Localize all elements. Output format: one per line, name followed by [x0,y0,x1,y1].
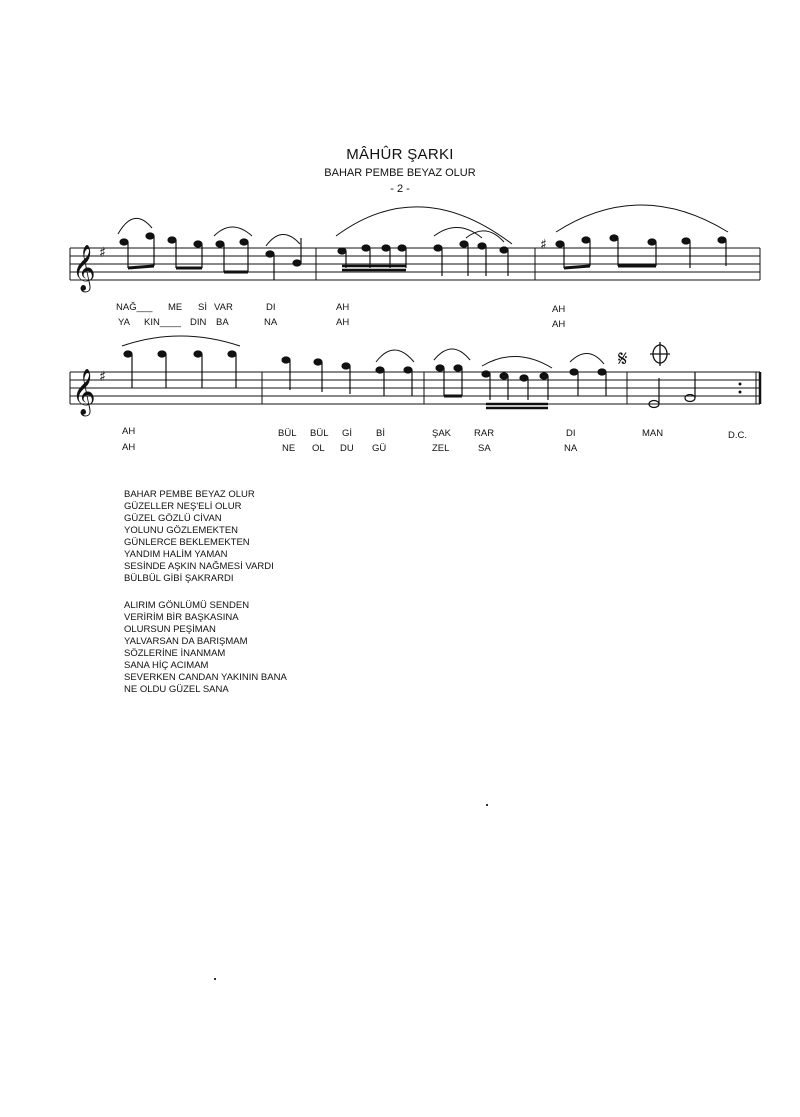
lyric-syllable: AH [122,442,136,453]
verse-line: YANDIM HALİM YAMAN [124,549,228,560]
scan-speck [486,804,488,806]
lyric-syllable: BA [216,317,229,328]
lyric-syllable: VAR [214,302,233,313]
lyric-syllable: DIN [190,317,207,328]
lyric-syllable: KIN____ [144,317,181,328]
lyric-syllable: Bİ [376,428,385,439]
lyric-syllable: NE [282,443,296,454]
lyric-syllable: AH [122,426,136,437]
lyric-syllable: RAR [474,428,495,439]
lyric-syllable: DU [340,443,354,454]
verse-line: VERİRİM BİR BAŞKASINA [124,612,239,623]
lyric-syllable: ME [168,302,183,313]
sharp-icon: ♯ [540,237,547,253]
lyric-syllable: GÜ [372,443,387,454]
lyric-syllable: MAN [642,428,664,439]
sharp-icon: ♯ [99,369,106,385]
treble-clef-icon: 𝄞 [72,369,96,415]
lyric-syllable: BÜL [310,428,329,439]
verse-line: BAHAR PEMBE BEYAZ OLUR [124,489,255,500]
verse-line: GÜZEL GÖZLÜ CİVAN [124,513,222,524]
coda-icon [650,342,670,366]
lyric-syllable: AH [552,319,566,330]
lyric-syllable: NA [564,443,578,454]
song-subtitle: BAHAR PEMBE BEYAZ OLUR [324,167,476,179]
dc-marking: D.C. [728,430,747,441]
verse-line: NE OLDU GÜZEL SANA [124,684,229,695]
verse-line: OLURSUN PEŞİMAN [124,624,216,635]
song-title: MÂHÛR ŞARKI [346,146,454,163]
lyric-syllable: BÜL [278,428,297,439]
verse-line: YOLUNU GÖZLEMEKTEN [124,525,239,536]
lyric-syllable: AH [552,304,566,315]
lyric-syllable: AH [336,317,350,328]
verse-line: SEVERKEN CANDAN YAKININ BANA [124,672,287,683]
page-number: - 2 - [390,183,410,195]
verse-line: YALVARSAN DA BARIŞMAM [124,636,248,647]
verse-line: ALIRIM GÖNLÜMÜ SENDEN [124,600,250,611]
verse-line: GÜZELLER NEŞ'ELİ OLUR [124,501,242,512]
lyric-syllable: DI [266,302,276,313]
lyric-syllable: AH [336,302,350,313]
sharp-icon: ♯ [99,245,106,261]
lyric-syllable: NAĞ___ [116,302,153,313]
lyric-syllable: NA [264,317,278,328]
lyric-syllable: ZEL [432,443,450,454]
lyric-syllable: ŞAK [432,428,452,439]
segno-icon: 𝄋 [618,347,628,372]
treble-clef-icon: 𝄞 [72,245,96,291]
lyric-syllable: YA [118,317,130,328]
verse-line: BÜLBÜL GİBİ ŞAKRARDI [124,573,234,584]
scan-speck [214,978,216,980]
verse-2 [124,600,287,696]
lyric-syllable: OL [312,443,325,454]
lyric-syllable: Gİ [342,428,353,439]
verse-line: GÜNLERCE BEKLEMEKTEN [124,537,250,548]
verse-line: SÖZLERİNE İNANMAM [124,648,226,659]
verse-1 [124,489,274,585]
lyric-syllable: SA [478,443,491,454]
lyric-syllable: Sİ [198,302,207,313]
staff-2-lines [70,372,760,404]
lyric-syllable: DI [566,428,576,439]
verse-line: SANA HİÇ ACIMAM [124,660,209,671]
verse-line: SESİNDE AŞKIN NAĞMESİ VARDI [124,561,274,572]
